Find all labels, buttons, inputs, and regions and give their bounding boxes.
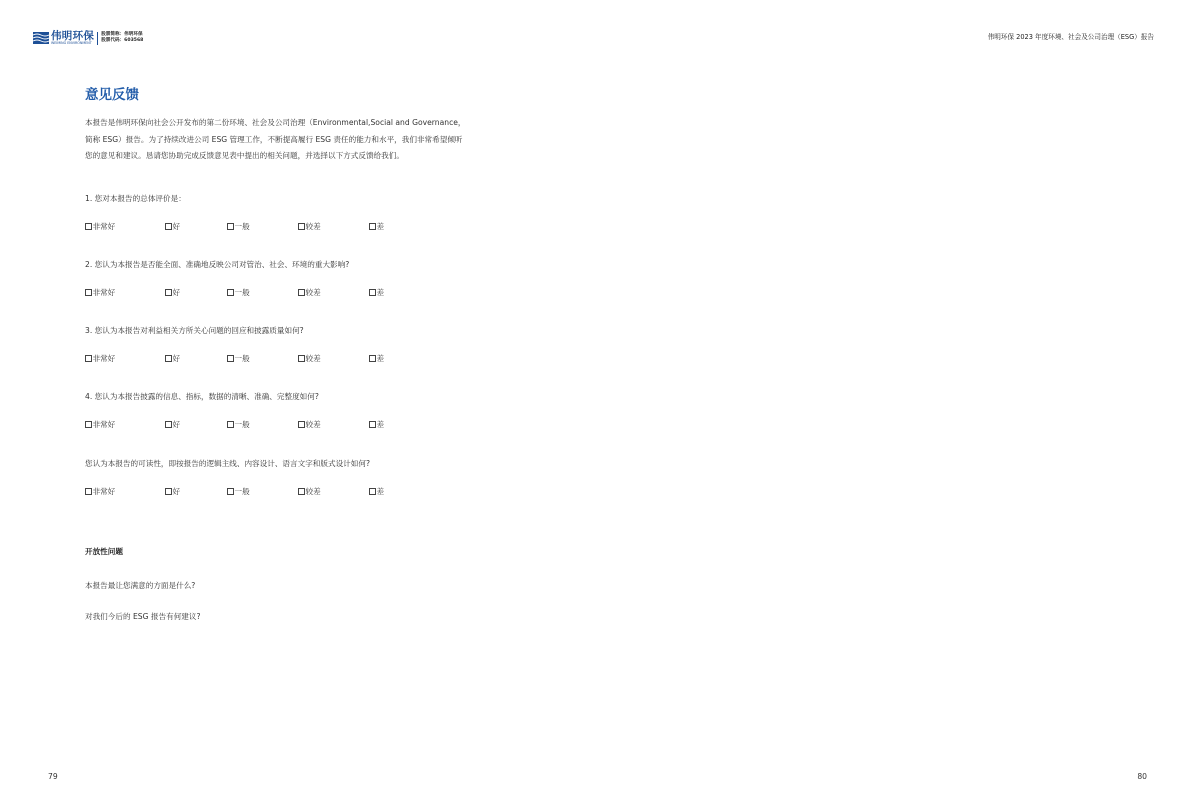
open-questions-heading: 开放性问题 [85,547,123,556]
option-label: 好 [172,222,181,231]
question-2: 2. 您认为本报告是否能全面、准确地反映公司对管治、社会、环境的重大影响? [85,260,350,269]
checkbox-icon[interactable] [369,223,376,230]
checkbox-icon[interactable] [227,421,234,428]
option-label: 一般 [234,222,250,231]
intro-line: 简称 ESG）报告。为了持续改进公司 ESG 管理工作，不断提高履行 ESG 责任的能力和水平，我们非常希望倾听 [85,134,463,144]
rating-option-average[interactable] [227,287,250,298]
option-label: 好 [172,354,181,363]
checkbox-icon[interactable] [369,289,376,296]
checkbox-icon[interactable] [227,289,234,296]
checkbox-icon[interactable] [165,421,172,428]
option-label: 差 [376,222,385,231]
checkbox-icon[interactable] [298,355,305,362]
checkbox-icon[interactable] [369,355,376,362]
checkbox-icon[interactable] [165,289,172,296]
checkbox-icon[interactable] [165,488,172,495]
option-label: 非常好 [92,487,116,496]
option-label: 非常好 [92,354,116,363]
option-label: 好 [172,420,181,429]
option-label: 非常好 [92,288,116,297]
rating-option-very-good[interactable] [85,353,115,364]
logo-chinese-name: 伟明环保 [51,30,95,42]
stock-name: 股票简称：伟明环保 [101,32,143,37]
checkbox-icon[interactable] [165,223,172,230]
intro-line: 本报告是伟明环保向社会公开发布的第二份环境、社会及公司治理（Environmental,Social and Governance， [85,118,466,127]
rating-option-very-good[interactable] [85,221,115,232]
option-label: 一般 [234,420,250,429]
option-label: 较差 [305,354,321,363]
checkbox-icon[interactable] [369,488,376,495]
option-label: 一般 [234,354,250,363]
checkbox-icon[interactable] [227,355,234,362]
rating-option-average[interactable] [227,419,250,430]
checkbox-icon[interactable] [227,223,234,230]
intro-paragraph [85,115,535,165]
question-5: 您认为本报告的可读性，即按报告的逻辑主线、内容设计、语言文字和版式设计如何? [85,459,370,468]
checkbox-icon[interactable] [298,223,305,230]
rating-option-bad[interactable] [369,419,384,430]
rating-option-bad[interactable] [369,486,384,497]
option-label: 好 [172,288,181,297]
open-question-2: 对我们今后的 ESG 报告有何建议? [85,612,201,621]
rating-option-good[interactable] [165,486,180,497]
option-label: 差 [376,487,385,496]
logo-divider [97,32,98,45]
rating-option-poor[interactable] [298,486,321,497]
option-label: 差 [376,354,385,363]
rating-option-average[interactable] [227,221,250,232]
page-number-right: 80 [1137,772,1147,781]
rating-option-very-good[interactable] [85,419,115,430]
option-label: 较差 [305,420,321,429]
rating-option-poor[interactable] [298,221,321,232]
question-3: 3. 您认为本报告对利益相关方所关心问题的回应和披露质量如何? [85,326,304,335]
rating-option-poor[interactable] [298,287,321,298]
rating-option-good[interactable] [165,353,180,364]
rating-option-bad[interactable] [369,353,384,364]
rating-option-very-good[interactable] [85,486,115,497]
checkbox-icon[interactable] [85,421,92,428]
question-4: 4. 您认为本报告披露的信息、指标，数据的清晰、准确、完整度如何? [85,392,319,401]
stock-code: 股票代码：603568 [101,38,144,43]
company-logo [33,31,143,45]
checkbox-icon[interactable] [165,355,172,362]
option-label: 非常好 [92,222,116,231]
checkbox-icon[interactable] [298,421,305,428]
rating-option-bad[interactable] [369,221,384,232]
checkbox-icon[interactable] [85,488,92,495]
checkbox-icon[interactable] [298,488,305,495]
question-1: 1. 您对本报告的总体评价是： [85,194,186,203]
option-label: 差 [376,288,385,297]
option-label: 较差 [305,487,321,496]
rating-option-average[interactable] [227,353,250,364]
option-label: 一般 [234,487,250,496]
logo-text [51,31,94,45]
option-label: 差 [376,420,385,429]
rating-option-average[interactable] [227,486,250,497]
rating-option-good[interactable] [165,287,180,298]
option-label: 较差 [305,288,321,297]
checkbox-icon[interactable] [369,421,376,428]
checkbox-icon[interactable] [85,223,92,230]
page-title: 意见反馈 [85,87,139,103]
checkbox-icon[interactable] [298,289,305,296]
rating-option-bad[interactable] [369,287,384,298]
checkbox-icon[interactable] [85,355,92,362]
checkbox-icon[interactable] [227,488,234,495]
option-label: 较差 [305,222,321,231]
option-label: 一般 [234,288,250,297]
intro-line: 您的意见和建议。恳请您协助完成反馈意见表中提出的相关问题，并选择以下方式反馈给我们。 [85,151,404,160]
rating-option-poor[interactable] [298,353,321,364]
rating-option-poor[interactable] [298,419,321,430]
option-label: 好 [172,487,181,496]
rating-option-good[interactable] [165,221,180,232]
logo-wave-icon [33,32,49,44]
option-label: 非常好 [92,420,116,429]
stock-info [101,32,143,44]
open-question-1: 本报告最让您满意的方面是什么? [85,581,196,590]
logo-english-name: WEIMING ENVIRONMENT [51,41,92,45]
report-header-title: 伟明环保 2023 年度环境、社会及公司治理（ESG）报告 [987,33,1154,41]
checkbox-icon[interactable] [85,289,92,296]
page-number-left: 79 [48,772,58,781]
rating-option-good[interactable] [165,419,180,430]
rating-option-very-good[interactable] [85,287,115,298]
